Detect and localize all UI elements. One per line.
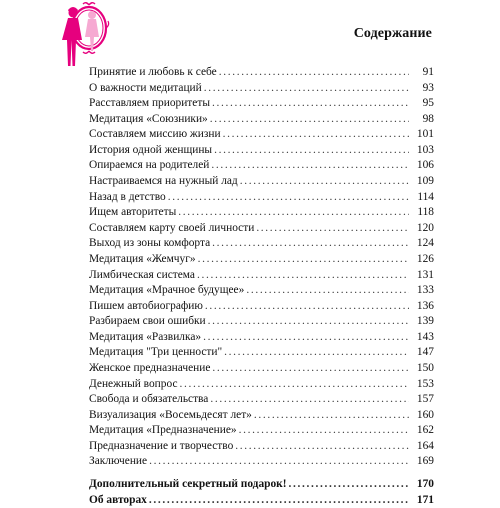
toc-leader-dots — [212, 361, 409, 377]
toc-leader-dots — [256, 221, 409, 237]
toc-entry[interactable] — [89, 299, 434, 315]
toc-entry-page: 98 — [422, 112, 434, 125]
toc-entry-label: Опираемся на родителей — [89, 159, 210, 172]
toc-entry[interactable] — [89, 96, 434, 112]
toc-entry-page: 170 — [416, 478, 434, 491]
toc-leader-dots — [239, 423, 409, 439]
toc-entry-label: Медитация «Предназначение» — [89, 424, 237, 437]
toc-entry[interactable] — [89, 454, 434, 470]
toc-entry-page: 147 — [416, 346, 434, 359]
toc-entry-page: 143 — [416, 330, 434, 343]
toc-main-list — [89, 65, 434, 470]
toc-entry-page: 118 — [417, 206, 434, 219]
toc-leader-dots — [210, 112, 409, 128]
toc-entry-label: О важности медитаций — [89, 81, 202, 94]
toc-entry-label: Об авторах — [89, 493, 147, 506]
toc-entry-label: Медитация «Мрачное будущее» — [89, 284, 245, 297]
toc-entry[interactable] — [89, 236, 434, 252]
toc-entry[interactable] — [89, 408, 434, 424]
toc-entry-page: 136 — [416, 299, 434, 312]
page-title: Содержание — [353, 26, 432, 41]
toc-entry-page: 103 — [416, 143, 434, 156]
toc-entry-page: 133 — [416, 284, 434, 297]
toc-entry-label: Заключение — [89, 455, 148, 468]
toc-entry-label: История одной женщины — [89, 143, 213, 156]
toc-leader-dots — [197, 268, 409, 284]
toc-entry-label: Выход из зоны комфорта — [89, 237, 211, 250]
toc-entry[interactable] — [89, 65, 434, 81]
toc-entry[interactable] — [89, 330, 434, 346]
toc-entry-page: 162 — [416, 424, 434, 437]
toc-entry[interactable] — [89, 345, 434, 361]
toc-entry-page: 106 — [416, 159, 434, 172]
toc-entry[interactable] — [89, 127, 434, 143]
toc-entry-label: Предназначение и творчество — [89, 439, 234, 452]
toc-leader-dots — [168, 190, 409, 206]
toc-entry-label: Пишем автобиографию — [89, 299, 203, 312]
toc-entry-page: 95 — [422, 97, 434, 110]
toc-entry[interactable] — [89, 174, 434, 190]
toc-leader-dots — [211, 158, 409, 174]
toc-entry-label: Медитация "Три ценности" — [89, 346, 223, 359]
toc-entry-label: Денежный вопрос — [89, 377, 178, 390]
toc-entry-page: 139 — [416, 315, 434, 328]
toc-leader-dots — [178, 205, 409, 221]
toc-entry-label: Свобода и обязательства — [89, 393, 209, 406]
toc-entry-page: 171 — [416, 493, 434, 506]
toc-entry-label: Составляем миссию жизни — [89, 128, 221, 141]
toc-leader-dots — [246, 283, 409, 299]
toc-entry-label: Дополнительный секретный подарок! — [89, 478, 287, 491]
toc-entry-label: Составляем карту своей личности — [89, 221, 255, 234]
toc-entry[interactable] — [89, 268, 434, 284]
toc-leader-dots — [198, 252, 409, 268]
toc-leader-dots — [224, 345, 409, 361]
toc-entry-label: Женское предназначение — [89, 361, 211, 374]
toc-entry-page: 124 — [416, 237, 434, 250]
toc-entry[interactable] — [89, 190, 434, 206]
toc-entry[interactable] — [89, 158, 434, 174]
toc-entry-label: Разбираем свои ошибки — [89, 315, 206, 328]
toc-leader-dots — [205, 299, 409, 315]
toc-entry-label: Расставляем приоритеты — [89, 97, 210, 110]
toc-leader-dots — [240, 174, 409, 190]
toc-entry-page: 93 — [422, 81, 434, 94]
toc-entry[interactable] — [89, 439, 434, 455]
toc-entry-page: 120 — [416, 221, 434, 234]
toc-entry-page: 169 — [416, 455, 434, 468]
toc-entry-page: 164 — [416, 439, 434, 452]
toc-entry[interactable] — [89, 205, 434, 221]
toc-entry-page: 109 — [416, 175, 434, 188]
toc-entry-page: 126 — [416, 252, 434, 265]
toc-entry[interactable] — [89, 252, 434, 268]
toc-entry-label: Визуализация «Восемьдесят лет» — [89, 408, 252, 421]
table-of-contents — [89, 65, 434, 508]
toc-leader-dots — [149, 493, 409, 508]
toc-entry-page: 114 — [417, 190, 434, 203]
toc-entry[interactable] — [89, 221, 434, 237]
toc-leader-dots — [223, 127, 409, 143]
toc-entry-page: 101 — [416, 128, 434, 141]
toc-leader-dots — [208, 314, 409, 330]
toc-entry[interactable] — [89, 477, 434, 493]
toc-entry[interactable] — [89, 283, 434, 299]
toc-entry[interactable] — [89, 81, 434, 97]
toc-entry-page: 131 — [416, 268, 434, 281]
toc-leader-dots — [203, 330, 409, 346]
toc-leader-dots — [180, 377, 409, 393]
toc-gap — [89, 470, 434, 477]
toc-leader-dots — [210, 392, 409, 408]
toc-entry-page: 91 — [422, 66, 434, 78]
toc-entry[interactable] — [89, 143, 434, 159]
toc-leader-dots — [235, 439, 409, 455]
toc-entry-page: 160 — [416, 408, 434, 421]
toc-leader-dots — [204, 81, 409, 97]
toc-leader-dots — [289, 477, 409, 493]
toc-leader-dots — [219, 65, 409, 81]
toc-leader-dots — [149, 454, 409, 470]
toc-entry-label: Назад в детство — [89, 190, 166, 203]
toc-entry[interactable] — [89, 361, 434, 377]
toc-entry[interactable] — [89, 377, 434, 393]
toc-entry-page: 157 — [416, 393, 434, 406]
toc-entry[interactable] — [89, 314, 434, 330]
toc-entry-label: Настраиваемся на нужный лад — [89, 175, 238, 188]
toc-entry-label: Ищем авторитеты — [89, 206, 177, 219]
toc-entry[interactable] — [89, 423, 434, 439]
toc-entry-label: Лимбическая система — [89, 268, 195, 281]
toc-extra-list — [89, 477, 434, 508]
toc-entry[interactable] — [89, 493, 434, 508]
toc-leader-dots — [254, 408, 409, 424]
woman-silhouette-mirror-icon — [55, 0, 115, 70]
toc-entry-label: Медитация «Союзники» — [89, 112, 208, 125]
toc-leader-dots — [214, 143, 409, 159]
toc-leader-dots — [212, 236, 409, 252]
toc-entry-label: Медитация «Жемчуг» — [89, 252, 196, 265]
toc-entry-page: 150 — [416, 361, 434, 374]
toc-entry-label: Медитация «Развилка» — [89, 330, 202, 343]
toc-leader-dots — [212, 96, 409, 112]
toc-entry-page: 153 — [416, 377, 434, 390]
toc-entry[interactable] — [89, 392, 434, 408]
toc-entry-label: Принятие и любовь к себе — [89, 66, 217, 78]
toc-entry[interactable] — [89, 112, 434, 128]
